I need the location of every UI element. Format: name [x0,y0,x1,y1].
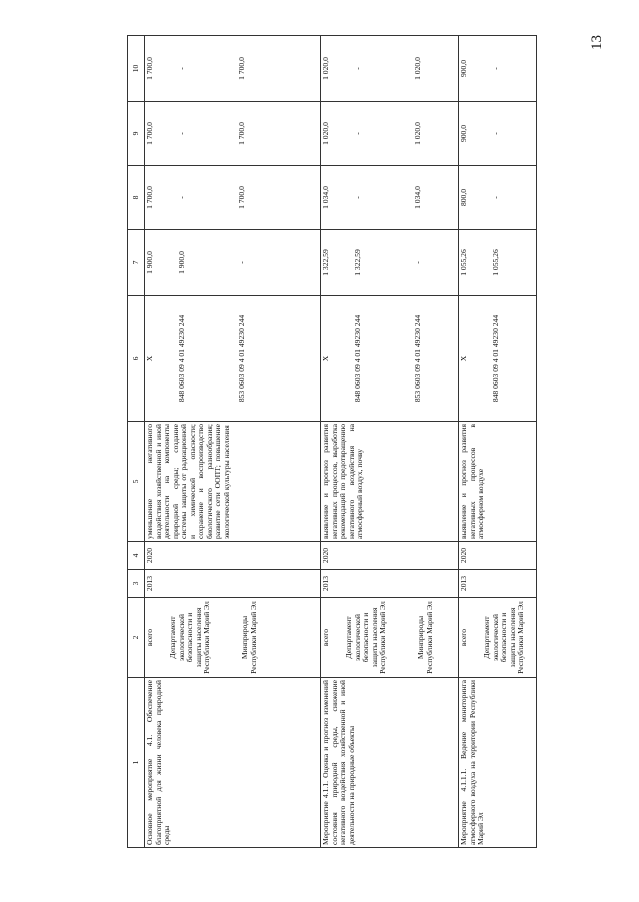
executor: Департамент экологической безопасности и защиты населения Республики Марий Эл [482,601,525,674]
executor: Департамент экологической безопасности и защиты населения Республики Марий Эл [168,601,211,674]
column-header: 8 [128,166,145,230]
codes-cell [145,296,321,422]
value-cell-10 [459,36,537,102]
activity-title: Мероприятие 4.1.1.1. Ведение мониторинга атмосферного воздуха на территории Республики Марий Эл [459,678,537,848]
value: 1 700,0 [145,57,154,80]
value: - [353,196,362,199]
activity-title: Основное мероприятие 4.1. Обеспечение благоприятной для жизни человека природной среды [145,678,321,848]
column-header: 4 [128,542,145,570]
budget-code: 848 0603 09 4 01 49230 244 [353,314,362,403]
column-header: 2 [128,598,145,678]
column-header: 9 [128,102,145,166]
value-cell-9 [321,102,459,166]
value-cell-7 [321,230,459,296]
value: - [353,132,362,135]
expected-result: выявление и прогноз развития негативных процессов в атмосферном воздухе [459,422,537,542]
executors-cell [145,598,321,678]
expected-result: выявление и прогноз развития негативных процессов, выработка рекомендаций по предотвращению негативного воздействия на атмосферный воздух, почву [321,422,459,542]
value: 1 055,26 [491,249,500,276]
header-row [128,36,145,848]
value: 1 055,26 [459,249,468,276]
value: 1 020,0 [321,122,330,145]
value: 1 322,59 [321,249,330,276]
table-row [459,36,537,848]
executor: Минприроды Республики Марий Эл [240,601,258,674]
value-cell-8 [145,166,321,230]
value: 1 700,0 [237,186,246,209]
value-cell-9 [459,102,537,166]
value-cell-10 [321,36,459,102]
value: 1 020,0 [321,57,330,80]
value: - [177,132,186,135]
value-cell-10 [145,36,321,102]
activity-title: Мероприятие 4.1.1. Оценка и прогноз изменений состояния природной среды, снижение негативного воздействия хозяйственной и иной деятельности на природные объекты [321,678,459,848]
value: 1 900,0 [145,251,154,274]
budget-code: Х [321,355,330,362]
value: 1 700,0 [145,186,154,209]
expected-result: уменьшение негативного воздействия хозяйственной и иной деятельности на компоненты природной среды; создание системы защиты от радиационной и химической опасности; сохранение и воспроизводство биологического разнообразия; развитие сети ООПТ; повышение экологической культуры населения [145,422,321,542]
value: 1 700,0 [237,122,246,145]
column-header: 5 [128,422,145,542]
budget-code: 853 0603 09 4 01 49230 244 [413,314,422,403]
executor: Департамент экологической безопасности и защиты населения Республики Марий Эл [344,601,387,674]
value: 1 700,0 [145,122,154,145]
codes-cell [459,296,537,422]
codes-cell [321,296,459,422]
value-cell-9 [145,102,321,166]
table-container [127,36,537,848]
page-number: 13 [589,35,605,50]
value: - [177,196,186,199]
value: 1 700,0 [237,57,246,80]
value: - [237,261,246,264]
value: 1 900,0 [177,251,186,274]
column-header: 1 [128,678,145,848]
value: 800,0 [459,188,468,207]
end-year: 2020 [459,542,537,570]
value: 900,0 [459,59,468,78]
column-header: 7 [128,230,145,296]
column-header: 6 [128,296,145,422]
table-row [145,36,321,848]
column-header: 3 [128,570,145,598]
value: 1 020,0 [413,122,422,145]
executor: всего [321,628,330,647]
value: - [177,67,186,70]
budget-code: 853 0603 09 4 01 49230 244 [237,314,246,403]
start-year: 2013 [145,570,321,598]
executors-cell [459,598,537,678]
executors-cell [321,598,459,678]
table-row [321,36,459,848]
executor: всего [459,628,468,647]
budget-code: Х [459,355,468,362]
executor: всего [145,628,154,647]
budget-code: Х [145,355,154,362]
value-cell-7 [459,230,537,296]
start-year: 2013 [459,570,537,598]
end-year: 2020 [321,542,459,570]
value-cell-8 [459,166,537,230]
value: - [491,196,500,199]
value: 1 020,0 [413,57,422,80]
value: 1 322,59 [353,249,362,276]
program-table [127,35,537,848]
value: 1 034,0 [413,186,422,209]
value: - [491,132,500,135]
value-cell-7 [145,230,321,296]
executor: Минприроды Республики Марий Эл [416,601,434,674]
value: - [353,67,362,70]
value: - [491,67,500,70]
value: - [413,261,422,264]
start-year: 2013 [321,570,459,598]
value-cell-8 [321,166,459,230]
value: 1 034,0 [321,186,330,209]
budget-code: 848 0603 09 4 01 49230 244 [491,314,500,403]
column-header: 10 [128,36,145,102]
value: 900,0 [459,124,468,143]
budget-code: 848 0603 09 4 01 49230 244 [177,314,186,403]
end-year: 2020 [145,542,321,570]
